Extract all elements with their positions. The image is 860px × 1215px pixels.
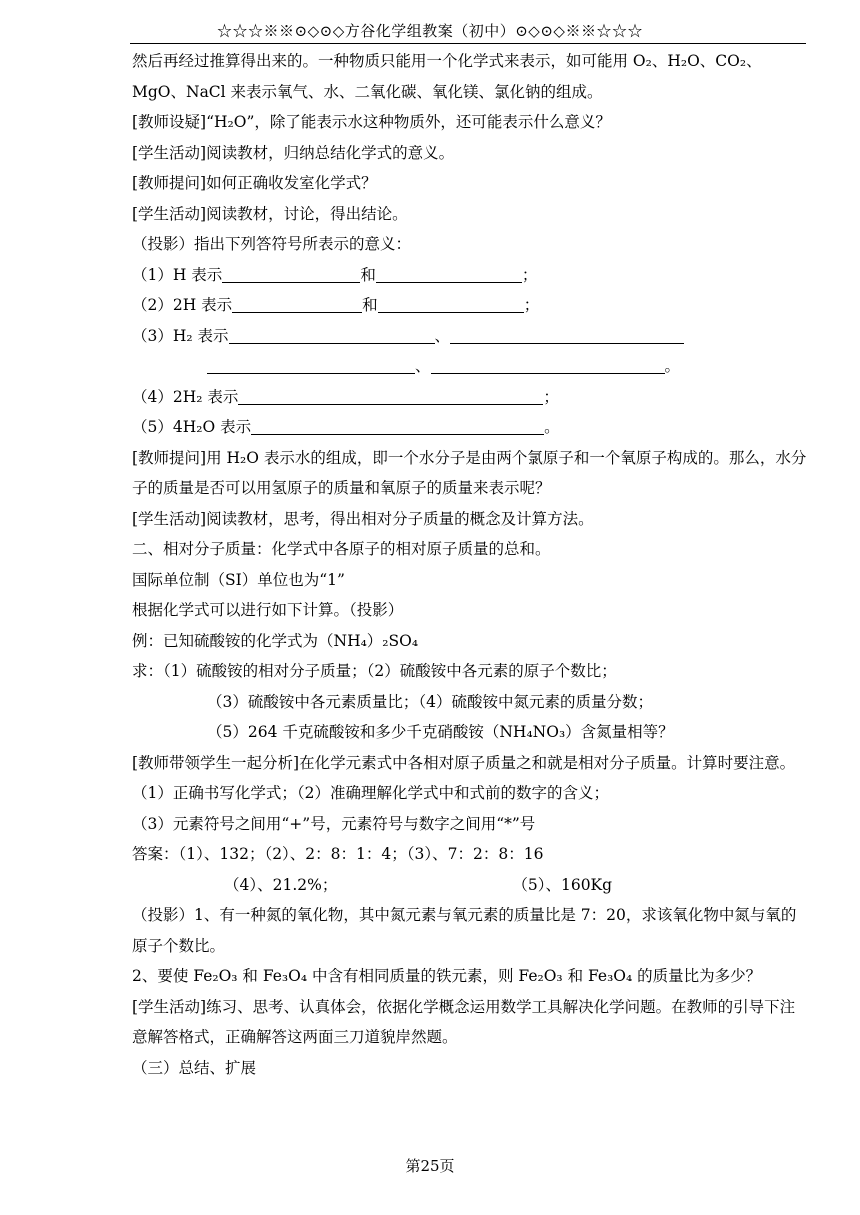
section-heading: 二、相对分子质量：化学式中各原子的相对原子质量的总和。 [132, 540, 551, 558]
question-4 [132, 382, 808, 413]
paragraph: [学生活动]阅读教材，思考，得出相对分子质量的概念及计算方法。 [132, 509, 594, 528]
question-label: （3）H₂ 表示 [132, 326, 229, 345]
paragraph: 国际单位制（SI）单位也为“1” [132, 570, 345, 589]
connector: 和 [362, 296, 378, 314]
question-3-continued [132, 351, 808, 382]
document-body [132, 46, 808, 1083]
answer-blank[interactable] [378, 295, 524, 313]
page-number: 第25页 [405, 1157, 455, 1175]
question-label: （4）2H₂ 表示 [132, 387, 239, 406]
answer-blank[interactable] [376, 265, 522, 283]
exercise-1: （投影）1、有一种氮的氧化物，其中氮元素与氧元素的质量比是 7：20，求该氧化物中氮与氧的原子个数比。 [132, 906, 797, 955]
punctuation: ； [521, 265, 538, 284]
question-3 [132, 321, 808, 352]
answer-blank[interactable] [229, 326, 435, 344]
paragraph: [学生活动]阅读教材，归纳总结化学式的意义。 [132, 143, 455, 162]
punctuation: 、 [415, 357, 431, 375]
question-1 [132, 260, 808, 291]
answer-4: （4）、21.2%； [224, 875, 338, 894]
question-label: （1）H 表示 [132, 265, 223, 284]
example-question: 求：（1）硫酸铵的相对分子质量；（2）硫酸铵中各元素的原子个数比； [132, 662, 617, 680]
paragraph: [教师带领学生一起分析]在化学元素式中各相对原子质量之和就是相对分子质量。计算时要注意。 [132, 753, 796, 772]
paragraph: [学生活动]练习、思考、认真体会，依据化学概念运用数学工具解决化学问题。在教师的引导下注意解答格式，正确解答这两面三刀道貌岸然题。 [132, 997, 796, 1046]
answer-line: 答案：（1）、132；（2）、2：8：1：4；（3）、7：2：8：16 [132, 845, 544, 863]
paragraph: [教师设疑]“H₂O”，除了能表示水这种物质外，还可能表示什么意义？ [132, 113, 611, 131]
example-question: （5）264 千克硫酸铵和多少千克硝酸铵（NH₄NO₃）含氮量相等？ [207, 723, 674, 741]
paragraph: （投影）指出下列答符号所表示的意义： [132, 235, 412, 253]
answer-blank[interactable] [238, 387, 543, 405]
example-question: （3）硫酸铵中各元素质量比；（4）硫酸铵中氮元素的质量分数； [207, 692, 653, 711]
paragraph: 根据化学式可以进行如下计算。（投影） [132, 601, 404, 619]
answer-blank[interactable] [450, 326, 684, 344]
punctuation: ； [543, 387, 559, 406]
page-header: ☆☆☆※※⊙◇⊙◇方谷化学组教案（初中）⊙◇⊙◇※※☆☆☆ [217, 22, 643, 40]
answer-blank[interactable] [222, 265, 360, 283]
question-label: （5）4H₂O 表示 [132, 418, 252, 436]
example-statement: 例：已知硫酸铵的化学式为（NH₄）₂SO₄ [132, 631, 419, 650]
punctuation: 、 [434, 326, 451, 345]
connector: 和 [360, 265, 376, 284]
paragraph: （3）元素符号之间用“+”号，元素符号与数字之间用“*”号 [132, 814, 536, 833]
question-label: （2）2H 表示 [132, 296, 233, 314]
paragraph: [教师提问]如何正确收发室化学式？ [132, 174, 377, 192]
punctuation: 。 [664, 357, 681, 375]
exercise-2: 2、要使 Fe₂O₃ 和 Fe₃O₄ 中含有相同质量的铁元素，则 Fe₂O₃ 和 Fe₃O₄ 的质量比为多少？ [132, 967, 762, 985]
punctuation: ； [523, 296, 540, 314]
answer-blank[interactable] [207, 356, 415, 374]
question-2 [132, 290, 808, 321]
answer-5: （5）、160Kg [512, 875, 613, 894]
section-heading: （三）总结、扩展 [132, 1058, 257, 1077]
answer-line [132, 870, 808, 901]
answer-blank[interactable] [251, 417, 544, 435]
answer-blank[interactable] [232, 295, 362, 313]
paragraph: [教师提问]用 H₂O 表示水的组成，即一个水分子是由两个氯原子和一个氧原子构成的。那么，水分子的质量是否可以用氢原子的质量和氧原子的质量来表示呢？ [132, 448, 807, 497]
header-rule [130, 43, 806, 44]
paragraph: 然后再经过推算得出来的。一种物质只能用一个化学式来表示，如可能用 O₂、H₂O、CO₂、MgO、NaCl 来表示氧气、水、二氧化碳、氧化镁、氯化钠的组成。 [132, 52, 762, 101]
paragraph: （1）正确书写化学式；（2）准确理解化学式中和式前的数字的含义； [132, 784, 609, 802]
answer-blank[interactable] [431, 356, 665, 374]
punctuation: 。 [544, 418, 560, 436]
question-5 [132, 412, 808, 443]
paragraph: [学生活动]阅读教材，讨论，得出结论。 [132, 204, 408, 223]
